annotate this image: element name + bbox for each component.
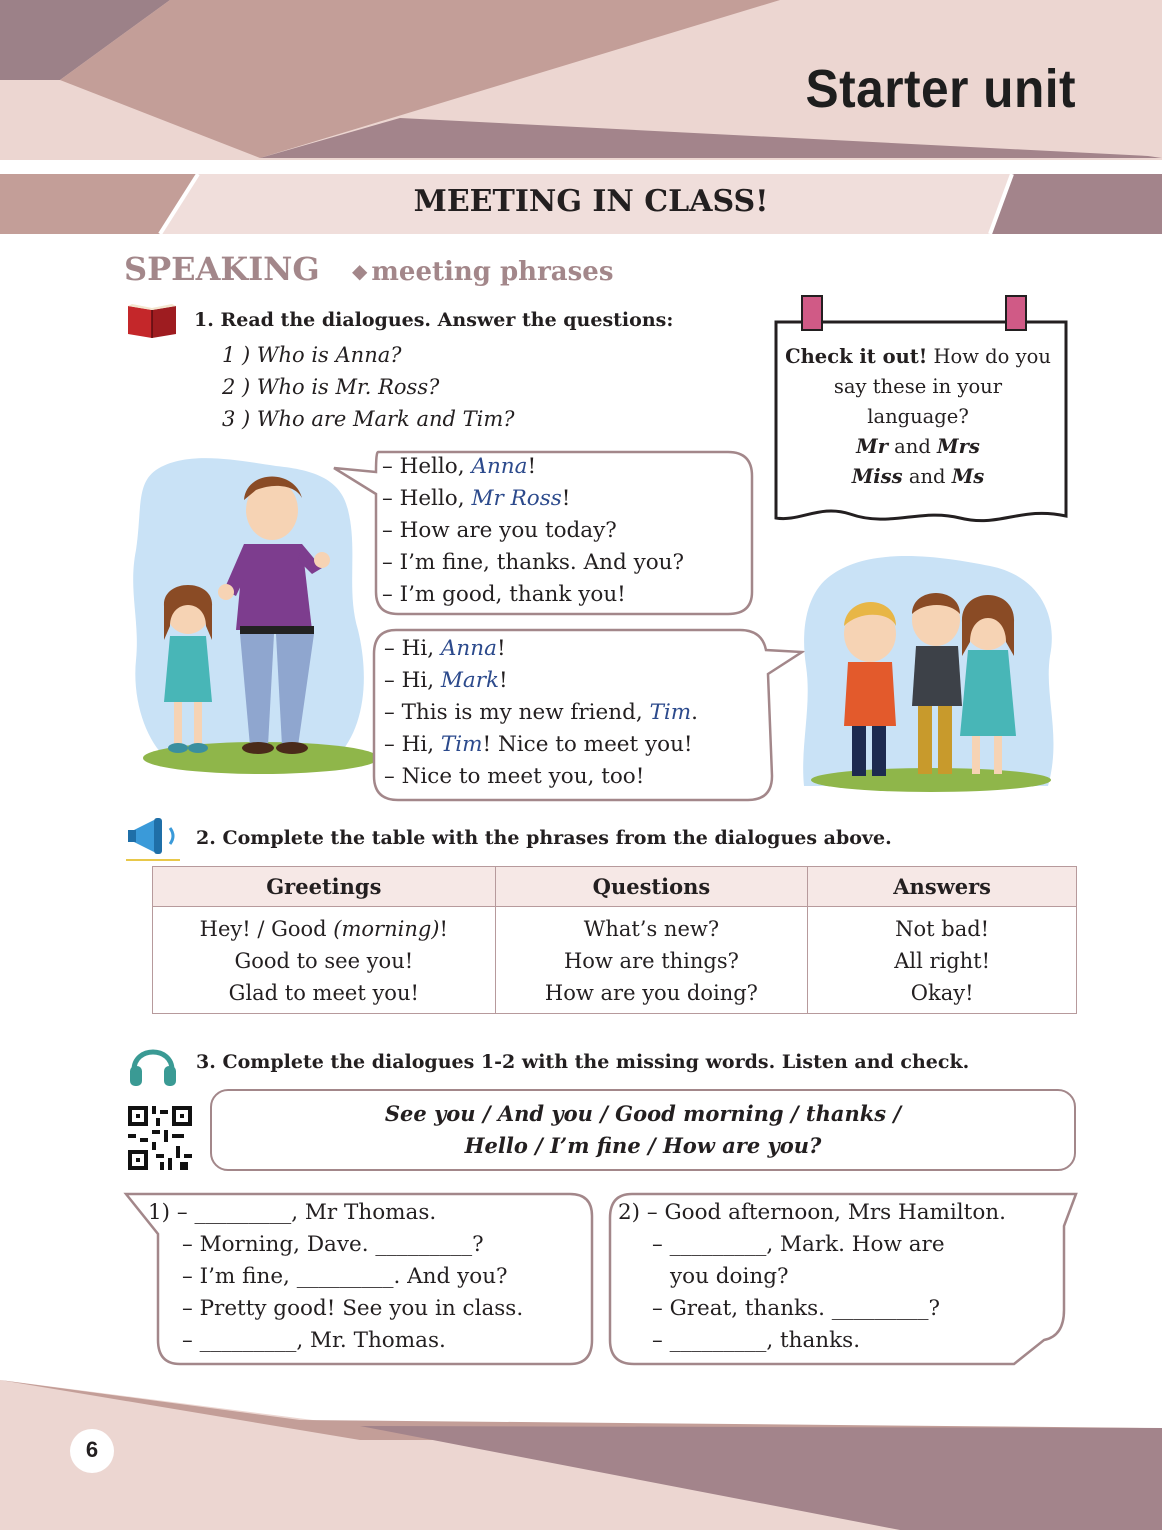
exercise1-line-1: 1) – _________, Mr Thomas. — [148, 1200, 437, 1225]
task1-instruction: 1. Read the dialogues. Answer the questions: — [194, 309, 674, 331]
table-cell: Okay! — [808, 977, 1077, 1014]
word-bank-line-2: Hello / I’m fine / How are you? — [464, 1133, 822, 1158]
term-mr: Mr — [856, 435, 888, 458]
table-cell: What’s new? — [495, 907, 808, 946]
megaphone-icon — [124, 812, 182, 862]
qr-code[interactable] — [128, 1106, 192, 1170]
exercise1-line-4: – Pretty good! See you in class. — [182, 1296, 524, 1321]
dialogue2-line-1: – Hi, Anna! — [384, 636, 506, 661]
exercise-1 — [148, 1200, 523, 1360]
dialogue1-line-1: – Hello, Anna! — [382, 454, 537, 479]
table-cell: Hey! / Good (morning)! — [153, 907, 496, 946]
exercise2-line-4: – Great, thanks. _________? — [652, 1296, 941, 1321]
page-number: 6 — [85, 1437, 99, 1462]
book-icon — [124, 300, 180, 340]
section-subtitle — [352, 257, 613, 287]
table-cell: Glad to meet you! — [153, 977, 496, 1014]
table-cell: How are things? — [495, 945, 808, 977]
diamond-icon: ◆ — [352, 259, 368, 283]
section-subtitle-text: meeting phrases — [371, 257, 614, 287]
phrases-table — [152, 866, 1077, 1014]
dialogue1-line-3: – How are you today? — [382, 518, 617, 543]
exercise2-line-2: – _________, Mark. How are — [652, 1232, 945, 1257]
table-header-greetings: Greetings — [153, 867, 496, 907]
task3-instruction: 3. Complete the dialogues 1-2 with the missing words. Listen and check. — [196, 1051, 970, 1073]
word-bank-line-1: See you / And you / Good morning / thanks / — [384, 1101, 902, 1126]
table-cell: How are you doing? — [495, 977, 808, 1014]
task2-instruction: 2. Complete the table with the phrases from the dialogues above. — [196, 827, 892, 849]
question-2: 2 ) Who is Mr. Ross? — [222, 375, 440, 399]
dialogue2-line-5: – Nice to meet you, too! — [384, 764, 645, 789]
table-cell: Good to see you! — [153, 945, 496, 977]
section-title: SPEAKING — [124, 250, 320, 288]
dialogue1-line-2: – Hello, Mr Ross! — [382, 486, 571, 511]
table-cell: Not bad! — [808, 907, 1077, 946]
page-title: Starter unit — [805, 59, 1076, 119]
dialogue1-line-4: – I’m fine, thanks. And you? — [382, 550, 685, 575]
term-ms: Ms — [951, 465, 985, 488]
table-row — [153, 945, 1077, 977]
question-3: 3 ) Who are Mark and Tim? — [222, 407, 515, 431]
lesson-title: MEETING IN CLASS! — [413, 184, 769, 219]
dialogue2-line-2: – Hi, Mark! — [384, 668, 508, 693]
table-row — [153, 907, 1077, 946]
table-header-questions: Questions — [495, 867, 808, 907]
term-mrs: Mrs — [937, 435, 980, 458]
three-kids-illustration — [800, 546, 1062, 792]
exercise1-line-2: – Morning, Dave. _________? — [182, 1232, 484, 1257]
dialogue2-line-4: – Hi, Tim! Nice to meet you! — [384, 732, 693, 757]
dialogue1-line-5: – I’m good, thank you! — [382, 582, 626, 607]
table-cell: All right! — [808, 945, 1077, 977]
exercise1-line-3: – I’m fine, _________. And you? — [182, 1264, 508, 1289]
exercise-2 — [618, 1200, 1006, 1360]
dialogue-1 — [382, 454, 684, 614]
question-1: 1 ) Who is Anna? — [222, 343, 402, 367]
table-header-answers: Answers — [808, 867, 1077, 907]
dialogue2-line-3: – This is my new friend, Tim. — [384, 700, 699, 725]
check-it-out-question: How do you say these in your language? — [833, 345, 1051, 428]
exercise2-line-3: you doing? — [670, 1264, 789, 1289]
exercise1-line-5: – _________, Mr. Thomas. — [182, 1328, 446, 1353]
headphones-icon — [126, 1040, 180, 1088]
term-miss: Miss — [851, 465, 903, 488]
footer-band — [0, 1380, 1162, 1530]
check-it-out-text: Check it out! How do you say these in your language? Mr and Mrs Miss and Ms — [785, 345, 1051, 488]
table-row — [153, 977, 1077, 1014]
exercise2-line-1: 2) – Good afternoon, Mrs Hamilton. — [618, 1200, 1006, 1225]
dialogue-2 — [384, 636, 698, 796]
check-it-out-heading: Check it out! — [785, 345, 928, 368]
exercise2-line-5: – _________, thanks. — [652, 1328, 861, 1353]
